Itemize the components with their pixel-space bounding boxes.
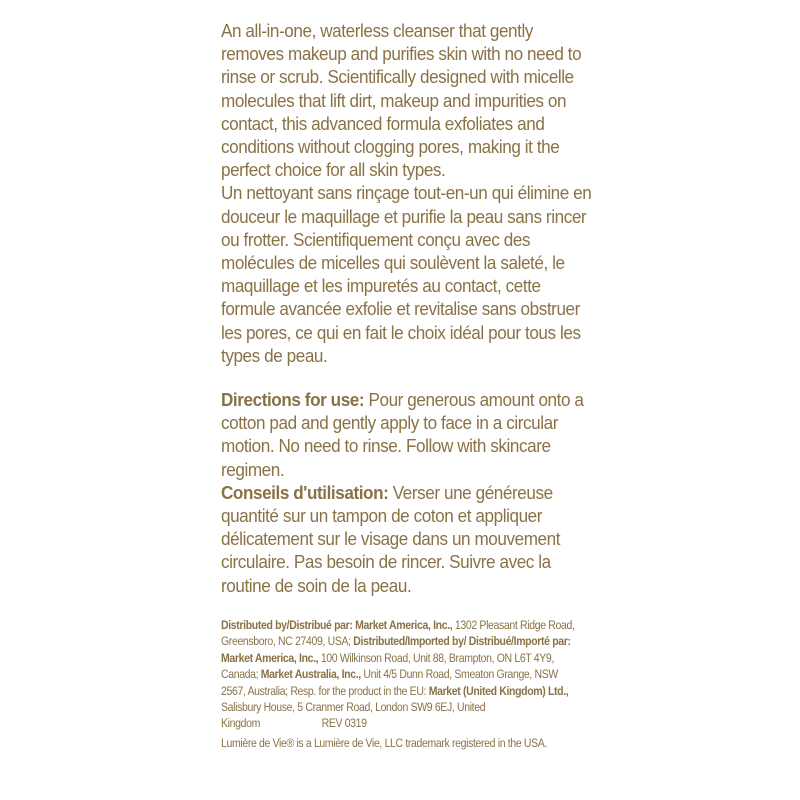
uk-label: Market (United Kingdom) Ltd.,: [428, 683, 569, 698]
imported-by-label: Distributed/Imported by/ Distribué/Importé par: Market America, Inc.,: [221, 634, 571, 665]
revision-code: REV 0319: [321, 716, 367, 731]
description-french: Un nettoyant sans rinçage tout-en-un qui élimine en douceur le maquillage et purifie la peau sans rincer ou frotter. Scientifiquement conçu avec des molécules de micelles qui soulèvent la saleté, le maquillage et les impuretés au contact, cette formule avancée exfolie et revitalise sans obstruer les pores, ce qui en fait le choix idéal pour tous les types de peau.: [221, 182, 592, 366]
australia-address: Unit 4/5 Dunn Road, Smeaton Grange, NSW 2567, Australia; Resp. for the product in the EU:: [221, 667, 558, 698]
directions-section: [221, 388, 593, 597]
label-text-column: [221, 19, 593, 751]
distributed-by-label: Distributed by/Distribué par: Market America, Inc.,: [221, 617, 453, 632]
trademark-notice: Lumière de Vie® is a Lumière de Vie, LLC trademark registered in the USA.: [221, 735, 547, 750]
directions-english: [221, 388, 593, 481]
directions-french: [221, 481, 593, 597]
directions-french-text: Verser une généreuse quantité sur un tampon de coton et appliquer délicatement sur le visage dans un mouvement circulaire. Pas besoin de rincer. Suivre avec la routine de soin de la peau.: [221, 481, 561, 596]
directions-french-label: Conseils d'utilisation:: [221, 481, 389, 503]
directions-english-text: Pour generous amount onto a cotton pad and gently apply to face in a circular motion. No need to rinse. Follow with skincare regimen.: [221, 389, 584, 480]
australia-label: Market Australia, Inc.,: [260, 667, 361, 682]
directions-english-label: Directions for use:: [221, 389, 365, 411]
legal-distribution-info: [221, 617, 582, 751]
us-address: 1302 Pleasant Ridge Road, Greensboro, NC 27409, USA;: [221, 617, 575, 649]
uk-address: Salisbury House, 5 Cranmer Road, London SW9 6EJ, United Kingdom: [221, 699, 486, 731]
description-english: An all-in-one, waterless cleanser that gently removes makeup and purifies skin with no need to rinse or scrub. Scientifically designed with micelle molecules that lift dirt, makeup and impurities on contact, this advanced formula exfoliates and conditions without clogging pores, making it the perfect choice for all skin types.: [221, 20, 582, 181]
distribution-paragraph: [221, 617, 582, 732]
canada-address: 100 Wilkinson Road, Unit 88, Brampton, ON L6T 4Y9, Canada;: [221, 650, 554, 682]
